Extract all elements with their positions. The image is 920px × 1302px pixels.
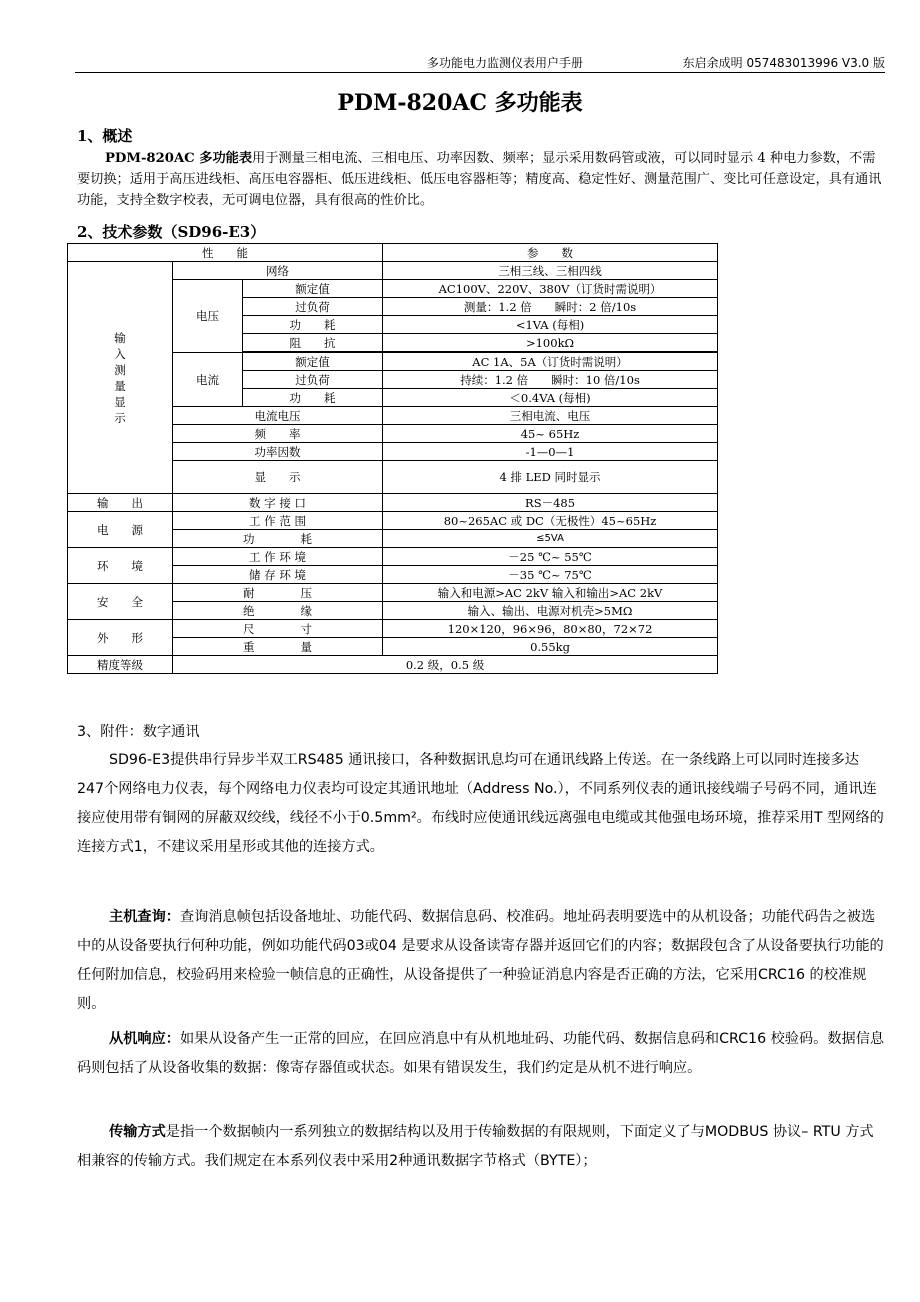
table-row xyxy=(68,262,718,280)
row-v-power-value: <1VA (每相) xyxy=(383,316,718,334)
row-v-impedance-value: >100kΩ xyxy=(383,334,718,352)
row-c-power-value: ＜0.4VA (每相) xyxy=(383,389,718,407)
section3-paragraph-4 xyxy=(77,1118,885,1176)
section3-p2-bold: 主机查询： xyxy=(109,909,180,925)
row-v-overload-value: 测量：1.2 倍 瞬时：2 倍/10s xyxy=(383,298,718,316)
row-withstand-value: 输入和电源>AC 2kV 输入和输出>AC 2kV xyxy=(383,584,718,602)
section1-heading: 1、概述 xyxy=(77,127,133,145)
row-env: 环 境 xyxy=(68,548,173,584)
section3-paragraph-1 xyxy=(77,746,885,862)
row-insulation-value: 输入、输出、电源对机壳>5MΩ xyxy=(383,602,718,620)
row-display: 显 示 xyxy=(173,461,383,494)
table-row xyxy=(68,244,718,262)
row-work-range-value: 80~265AC 或 DC（无极性）45~65Hz xyxy=(383,512,718,530)
row-s-power: 功 耗 xyxy=(173,530,383,548)
row-store-env-value: －35 ℃~ 75℃ xyxy=(383,566,718,584)
spec-table xyxy=(67,243,718,674)
table-row xyxy=(68,656,718,674)
row-c-overload-value: 持续：1.2 倍 瞬时：10 倍/10s xyxy=(383,371,718,389)
row-accuracy: 精度等级 xyxy=(68,656,173,674)
row-pf-value: -1—0—1 xyxy=(383,443,718,461)
row-display-value: 4 排 LED 同时显示 xyxy=(383,461,718,494)
row-freq: 频 率 xyxy=(173,425,383,443)
page-header xyxy=(75,52,885,73)
row-output: 输 出 xyxy=(68,494,173,512)
row-v-rated: 额定值 xyxy=(243,280,383,298)
row-network: 网络 xyxy=(173,262,383,280)
table-row xyxy=(68,584,718,602)
row-size-value: 120×120，96×96，80×80，72×72 xyxy=(383,620,718,638)
header-perf: 性 能 xyxy=(68,244,383,262)
header-doc-title: 多功能电力监测仪表用户手册 xyxy=(427,56,584,70)
section1-text: 用于测量三相电流、三相电压、功率因数、频率；显示采用数码管或液，可以同时显示 4 种电力参数，不需要切换；适用于高压进线柜、高压电容器柜、低压进线柜、低压电容器柜等；精度高、稳定性好、测量范围广、变比可任意设定，具有通讯功能，支持全数字校表，无可调电位器，具有很高的性价比。 xyxy=(77,151,882,208)
section1-paragraph xyxy=(77,148,885,211)
section3-p3-text: 如果从设备产生一正常的回应，在回应消息中有从机地址码、功能代码、数据信息码和CRC16 校验码。数据信息码则包括了从设备收集的数据：像寄存器值或状态。如果有错误发生，我们约定是从机不进行响应。 xyxy=(77,1031,885,1076)
row-supply: 电 源 xyxy=(68,512,173,548)
row-digital: 数 字 接 口 xyxy=(173,494,383,512)
section3-paragraph-2 xyxy=(77,903,885,1019)
table-row xyxy=(68,494,718,512)
row-c-rated-value: AC 1A、5A（订货时需说明） xyxy=(383,353,718,371)
row-shape: 外 形 xyxy=(68,620,173,656)
row-network-value: 三相三线、三相四线 xyxy=(383,262,718,280)
section3-p1-text: SD96-E3提供串行异步半双工RS485 通讯接口，各种数据讯息均可在通讯线路上传送。在一条线路上可以同时连接多达247个网络电力仪表，每个网络电力仪表均可设定其通讯地址（Address No.），不同系列仪表的通讯接线端子号码不同，通讯连接应使用带有铜网的屏蔽双绞线，线径不小于0.5mm²。布线时应使通讯线远离强电电缆或其他强电场环境，推荐采用T 型网络的连接方式1，不建议采用星形或其他的连接方式。 xyxy=(77,752,884,855)
table-row xyxy=(68,620,718,638)
row-v-overload: 过负荷 xyxy=(243,298,383,316)
row-weight-value: 0.55kg xyxy=(383,638,718,656)
row-v-power: 功 耗 xyxy=(243,316,383,334)
section3-p4-text: 是指一个数据帧内一系列独立的数据结构以及用于传输数据的有限规则，下面定义了与MODBUS 协议– RTU 方式相兼容的传输方式。我们规定在本系列仪表中采用2种通讯数据字节格式（BYTE）； xyxy=(77,1124,874,1169)
table-row xyxy=(68,512,718,530)
section3-p4-bold: 传输方式 xyxy=(109,1124,166,1140)
row-s-power-value: ≤5VA xyxy=(383,530,718,548)
row-digital-value: RS－485 xyxy=(383,494,718,512)
row-c-overload: 过负荷 xyxy=(243,371,383,389)
group-input-cell xyxy=(68,262,173,494)
row-c-power: 功 耗 xyxy=(243,389,383,407)
row-work-range: 工 作 范 围 xyxy=(173,512,383,530)
row-pf: 功率因数 xyxy=(173,443,383,461)
row-size: 尺 寸 xyxy=(173,620,383,638)
table-row xyxy=(68,548,718,566)
group-input: 输入测量显示 xyxy=(114,330,126,425)
row-freq-value: 45~ 65Hz xyxy=(383,425,718,443)
row-store-env: 储 存 环 境 xyxy=(173,566,383,584)
row-cv-value: 三相电流、电压 xyxy=(383,407,718,425)
section3-p3-bold: 从机响应： xyxy=(109,1031,180,1047)
section3-paragraph-3 xyxy=(77,1025,885,1083)
row-v-rated-value: AC100V、220V、380V（订货时需说明） xyxy=(383,280,718,298)
section3-heading: 3、附件：数字通讯 xyxy=(77,724,200,740)
row-accuracy-value: 0.2 级，0.5 级 xyxy=(173,656,718,674)
row-v-impedance: 阻 抗 xyxy=(243,334,383,352)
row-withstand: 耐 压 xyxy=(173,584,383,602)
row-current: 电流 xyxy=(173,353,243,407)
row-voltage: 电压 xyxy=(173,280,243,353)
row-work-env: 工 作 环 境 xyxy=(173,548,383,566)
header-param: 参 数 xyxy=(383,244,718,262)
header-version: 东启余成明 057483013996 V3.0 版 xyxy=(682,56,885,70)
row-cv: 电流电压 xyxy=(173,407,383,425)
row-c-rated: 额定值 xyxy=(243,353,383,371)
section1-bold-lead: PDM-820AC 多功能表 xyxy=(105,151,253,166)
row-work-env-value: －25 ℃~ 55℃ xyxy=(383,548,718,566)
row-insulation: 绝 缘 xyxy=(173,602,383,620)
section2-heading: 2、技术参数（SD96-E3） xyxy=(77,223,266,241)
row-safety: 安 全 xyxy=(68,584,173,620)
row-weight: 重 量 xyxy=(173,638,383,656)
page-title: PDM-820AC 多功能表 xyxy=(337,90,583,116)
section3-p2-text: 查询消息帧包括设备地址、功能代码、数据信息码、校准码。地址码表明要选中的从机设备；功能代码告之被选中的从设备要执行何种功能，例如功能代码03或04 是要求从设备读寄存器并返回它们的内容；数据段包含了从设备要执行功能的任何附加信息，校验码用来检验一帧信息的正确性，从设备提供了一种验证消息内容是否正确的方法，它采用CRC16 的校准规则。 xyxy=(77,909,884,1012)
